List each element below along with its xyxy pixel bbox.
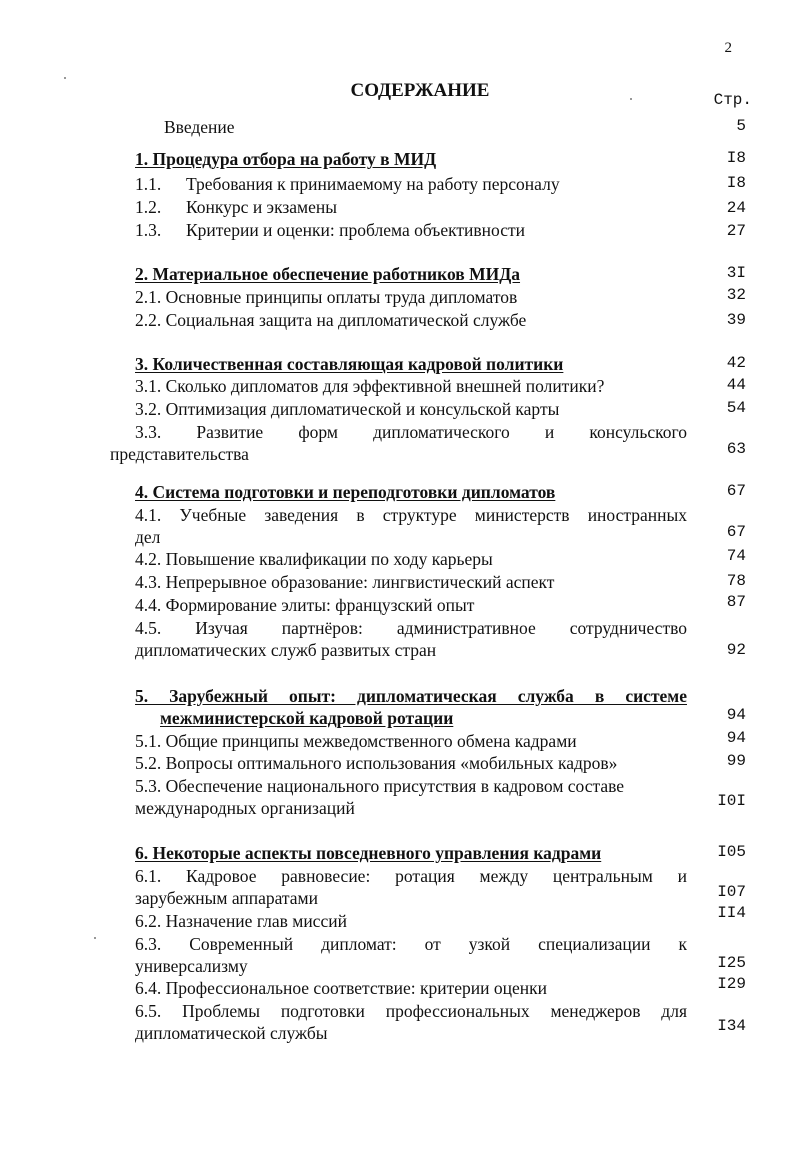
section-2-page: 3I <box>726 264 746 282</box>
toc-item-page: 24 <box>726 199 746 217</box>
toc-item-page: 92 <box>726 641 746 659</box>
section-4-page: 67 <box>726 482 746 500</box>
toc-item-text: 3.1. Сколько дипломатов для эффективной внешней политики? <box>135 376 605 396</box>
intro-label: Введение <box>164 117 235 137</box>
section-6-heading: 6. Некоторые аспекты повседневного управления кадрами <box>135 843 602 863</box>
toc-item-text: 4.4. Формирование элиты: французский опыт <box>135 595 475 615</box>
toc-item-page: I25 <box>717 954 746 972</box>
toc-item-page: 74 <box>726 547 746 565</box>
toc-item-page: 44 <box>726 376 746 394</box>
section-5-heading-cont: межминистерской кадровой ротации <box>160 708 454 728</box>
scan-speck <box>64 77 66 79</box>
scan-speck <box>630 98 632 100</box>
section-5-page: 94 <box>726 706 746 724</box>
toc-item-page: 32 <box>726 286 746 304</box>
toc-item-page: 63 <box>726 440 746 458</box>
toc-item-text: Требования к принимаемому на работу персоналу <box>186 174 560 194</box>
toc-item-page: I29 <box>717 975 746 993</box>
toc-item-text: 5.3. Обеспечение национального присутствия в кадровом составе <box>135 776 625 796</box>
toc-item-text: 6.5. Проблемы подготовки профессиональных менеджеров для <box>135 1001 687 1021</box>
toc-item-page: 67 <box>726 523 746 541</box>
scan-speck <box>94 937 96 939</box>
toc-item-text: 6.3. Современный дипломат: от узкой специализации к <box>135 934 687 954</box>
toc-item-text: 6.4. Профессиональное соответствие: критерии оценки <box>135 978 547 998</box>
toc-item-text-cont: представительства <box>110 444 249 464</box>
toc-item-text: 3.3. Развитие форм дипломатического и консульского <box>135 422 687 442</box>
toc-item-page: 94 <box>726 729 746 747</box>
intro-page: 5 <box>736 117 746 135</box>
toc-item-text: 4.3. Непрерывное образование: лингвистический аспект <box>135 572 555 592</box>
toc-item-text: 5.1. Общие принципы межведомственного обмена кадрами <box>135 731 577 751</box>
toc-item-text-cont: универсализму <box>135 956 248 976</box>
toc-item-text: Критерии и оценки: проблема объективности <box>186 220 525 240</box>
toc-item-page: 39 <box>726 311 746 329</box>
toc-item-text: 2.1. Основные принципы оплаты труда дипломатов <box>135 287 518 307</box>
toc-item-page: I34 <box>717 1017 746 1035</box>
toc-item-page: I8 <box>726 174 746 192</box>
toc-item-page: 54 <box>726 399 746 417</box>
toc-item-text: 6.2. Назначение глав миссий <box>135 911 347 931</box>
toc-item-num: 1.2. <box>135 197 162 217</box>
page-number: 2 <box>724 40 732 56</box>
toc-item-num: 1.1. <box>135 174 162 194</box>
toc-item-page: I07 <box>717 883 746 901</box>
section-1-page: I8 <box>726 149 746 167</box>
toc-item-page: 87 <box>726 593 746 611</box>
section-2-heading: 2. Материальное обеспечение работников МИДа <box>135 264 521 284</box>
toc-item-text-cont: дел <box>135 527 161 547</box>
toc-item-text: 3.2. Оптимизация дипломатической и консульской карты <box>135 399 560 419</box>
toc-item-text: 6.1. Кадровое равновесие: ротация между центральным и <box>135 866 687 886</box>
toc-item-text: 5.2. Вопросы оптимального использования «мобильных кадров» <box>135 753 618 773</box>
toc-item-text-cont: международных организаций <box>135 798 355 818</box>
toc-item-text: 4.5. Изучая партнёров: административное сотрудничество <box>135 618 687 638</box>
toc-item-page: 78 <box>726 572 746 590</box>
section-4-heading: 4. Система подготовки и переподготовки дипломатов <box>135 482 556 502</box>
section-6-page: I05 <box>717 843 746 861</box>
toc-item-text-cont: зарубежным аппаратами <box>135 888 318 908</box>
page-title: СОДЕРЖАНИЕ <box>350 80 490 101</box>
toc-item-text-cont: дипломатической службы <box>135 1023 328 1043</box>
section-5-heading: 5. Зарубежный опыт: дипломатическая служба в системе <box>135 686 687 706</box>
page-column-label: Стр. <box>713 91 752 109</box>
toc-item-page: 27 <box>726 222 746 240</box>
toc-item-text-cont: дипломатических служб развитых стран <box>135 640 437 660</box>
toc-item-page: II4 <box>717 904 746 922</box>
section-1-heading: 1. Процедура отбора на работу в МИД <box>135 149 437 169</box>
toc-item-page: I0I <box>717 792 746 810</box>
section-3-heading: 3. Количественная составляющая кадровой политики <box>135 354 564 374</box>
toc-item-page: 99 <box>726 752 746 770</box>
section-3-page: 42 <box>726 354 746 372</box>
toc-item-text: Конкурс и экзамены <box>186 197 337 217</box>
toc-item-text: 2.2. Социальная защита на дипломатической службе <box>135 310 527 330</box>
toc-item-text: 4.2. Повышение квалификации по ходу карьеры <box>135 549 493 569</box>
toc-item-text: 4.1. Учебные заведения в структуре министерств иностранных <box>135 505 687 525</box>
toc-item-num: 1.3. <box>135 220 162 240</box>
